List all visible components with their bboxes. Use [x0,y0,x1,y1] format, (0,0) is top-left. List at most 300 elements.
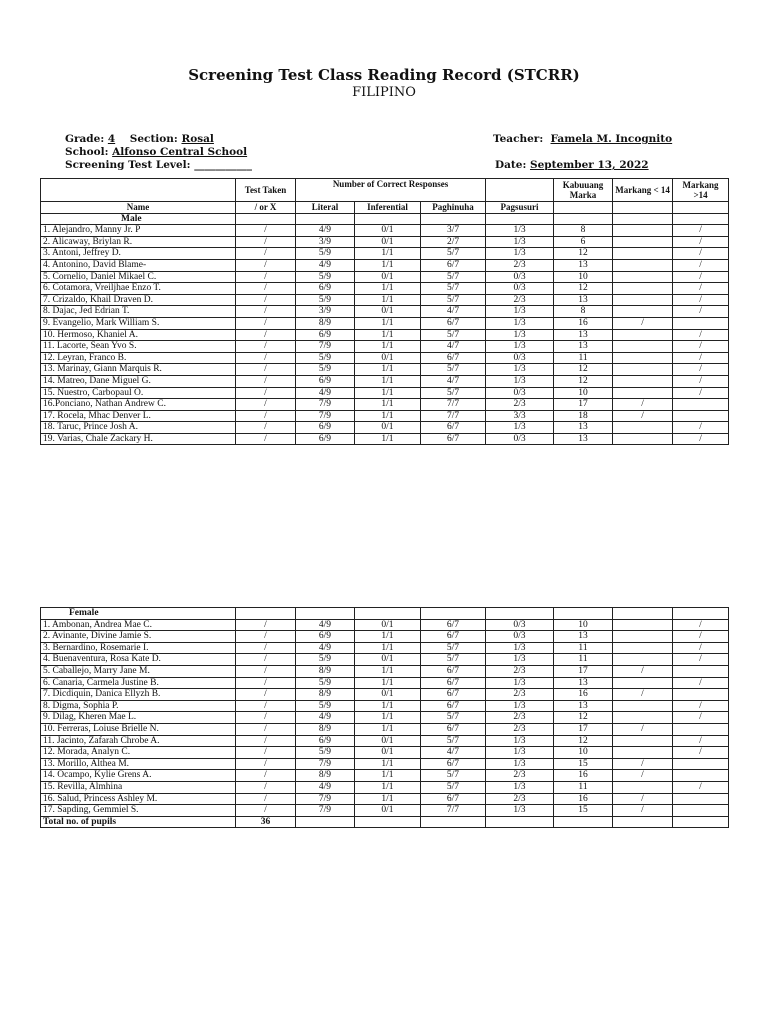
total-label: Total no. of pupils [41,816,236,828]
cell-paghinuha: 5/7 [421,329,486,341]
table-row [41,317,729,329]
page-title: Screening Test Class Reading Record (STCRR) [188,66,580,84]
table-row [41,329,729,341]
cell-inferential: 0/1 [355,225,421,237]
cell-test-taken: / [236,329,296,341]
cell-paghinuha: 5/7 [421,642,486,654]
cell-inferential: 0/1 [355,805,421,817]
cell-literal: 8/9 [296,665,355,677]
cell-test-taken: / [236,341,296,353]
cell-markang-gt14: / [673,236,729,248]
header-slash-x: / or X [236,202,296,214]
cell-inferential: 1/1 [355,364,421,376]
cell-inferential: 1/1 [355,723,421,735]
blank-cell [673,608,729,620]
cell-name: 14. Ocampo, Kylie Grens A. [41,770,236,782]
table-row [41,793,729,805]
cell-name: 12. Leyran, Franco B. [41,352,236,364]
cell-markang-lt14: / [613,399,673,411]
cell-pagsusuri: 0/3 [486,619,554,631]
cell-kabuuang: 8 [554,225,613,237]
cell-pagsusuri: 2/3 [486,770,554,782]
cell-literal: 7/9 [296,805,355,817]
cell-inferential: 1/1 [355,294,421,306]
header-name: Name [41,202,236,214]
cell-name: 16. Salud, Princess Ashley M. [41,793,236,805]
blank-cell [236,213,296,225]
cell-name: 16.Ponciano, Nathan Andrew C. [41,399,236,411]
cell-literal: 7/9 [296,399,355,411]
cell-markang-gt14 [673,399,729,411]
cell-pagsusuri: 1/3 [486,329,554,341]
cell-test-taken: / [236,712,296,724]
cell-pagsusuri: 1/3 [486,375,554,387]
cell-name: 9. Dilag, Kheren Mae L. [41,712,236,724]
cell-literal: 4/9 [296,387,355,399]
cell-literal: 3/9 [296,236,355,248]
cell-paghinuha: 5/7 [421,283,486,295]
table-row [41,619,729,631]
section-label: Section: [129,133,178,145]
cell-markang-lt14 [613,712,673,724]
cell-literal: 6/9 [296,631,355,643]
cell-markang-lt14 [613,433,673,445]
cell-name: 10. Ferreras, Loiuse Brielle N. [41,723,236,735]
cell-name: 8. Dajac, Jed Edrian T. [41,306,236,318]
header-markang-gt14: Markang >14 [673,179,729,202]
cell-literal: 5/9 [296,747,355,759]
header-row-2 [41,202,729,214]
male-table [40,178,729,445]
cell-literal: 5/9 [296,352,355,364]
cell-paghinuha: 5/7 [421,294,486,306]
header-markang-lt14: Markang < 14 [613,179,673,202]
cell-markang-gt14: / [673,422,729,434]
cell-literal: 6/9 [296,283,355,295]
cell-name: 10. Hermoso, Khaniel A. [41,329,236,341]
cell-paghinuha: 7/7 [421,399,486,411]
cell-markang-gt14: / [673,619,729,631]
header-kabuuang: Kabuuang Marka [554,179,613,202]
cell-literal: 3/9 [296,306,355,318]
cell-markang-gt14: / [673,364,729,376]
cell-test-taken: / [236,723,296,735]
cell-kabuuang: 10 [554,747,613,759]
cell-kabuuang: 12 [554,283,613,295]
cell-test-taken: / [236,677,296,689]
cell-pagsusuri: 1/3 [486,735,554,747]
cell-markang-lt14 [613,700,673,712]
cell-test-taken: / [236,781,296,793]
cell-markang-gt14 [673,410,729,422]
cell-kabuuang: 17 [554,723,613,735]
cell-inferential: 0/1 [355,271,421,283]
cell-paghinuha: 5/7 [421,654,486,666]
cell-pagsusuri: 1/3 [486,677,554,689]
table-row [41,387,729,399]
cell-name: 15. Revilla, Almhina [41,781,236,793]
cell-test-taken: / [236,654,296,666]
cell-markang-gt14: / [673,735,729,747]
cell-pagsusuri: 2/3 [486,665,554,677]
cell-markang-lt14: / [613,665,673,677]
cell-pagsusuri: 1/3 [486,248,554,260]
cell-test-taken: / [236,410,296,422]
blank-cell [554,213,613,225]
cell-inferential: 1/1 [355,341,421,353]
cell-name: 19. Varias, Chale Zackary H. [41,433,236,445]
cell-pagsusuri: 2/3 [486,712,554,724]
cell-markang-lt14: / [613,793,673,805]
blank-cell [421,816,486,828]
cell-literal: 5/9 [296,700,355,712]
blank-cell [486,213,554,225]
cell-kabuuang: 16 [554,770,613,782]
cell-test-taken: / [236,689,296,701]
cell-pagsusuri: 1/3 [486,341,554,353]
cell-kabuuang: 11 [554,642,613,654]
cell-markang-gt14: / [673,352,729,364]
blank-cell [296,608,355,620]
cell-markang-lt14 [613,271,673,283]
cell-markang-lt14: / [613,689,673,701]
cell-paghinuha: 5/7 [421,248,486,260]
cell-pagsusuri: 2/3 [486,723,554,735]
blank-cell [554,816,613,828]
cell-paghinuha: 6/7 [421,433,486,445]
cell-pagsusuri: 1/3 [486,225,554,237]
cell-name: 13. Marinay, Giann Marquis R. [41,364,236,376]
cell-inferential: 1/1 [355,665,421,677]
cell-name: 9. Evangelio, Mark William S. [41,317,236,329]
date-line [495,159,649,171]
cell-pagsusuri: 0/3 [486,283,554,295]
cell-test-taken: / [236,364,296,376]
cell-inferential: 1/1 [355,793,421,805]
cell-inferential: 0/1 [355,422,421,434]
table-row [41,758,729,770]
cell-name: 11. Lacorte, Sean Yvo S. [41,341,236,353]
cell-kabuuang: 8 [554,306,613,318]
cell-kabuuang: 10 [554,387,613,399]
cell-name: 7. Dicdiquin, Danica Ellyzh B. [41,689,236,701]
cell-name: 17. Rocela, Mhac Denver L. [41,410,236,422]
table-row [41,399,729,411]
cell-pagsusuri: 1/3 [486,306,554,318]
school-line [65,146,247,158]
cell-markang-lt14: / [613,805,673,817]
blank-cell [355,213,421,225]
cell-paghinuha: 5/7 [421,364,486,376]
table-row [41,294,729,306]
cell-literal: 5/9 [296,271,355,283]
cell-literal: 7/9 [296,341,355,353]
cell-kabuuang: 17 [554,399,613,411]
cell-pagsusuri: 1/3 [486,781,554,793]
cell-test-taken: / [236,271,296,283]
cell-kabuuang: 16 [554,317,613,329]
cell-paghinuha: 3/7 [421,225,486,237]
cell-test-taken: / [236,294,296,306]
blank-cell [355,608,421,620]
cell-kabuuang: 17 [554,665,613,677]
grade-label: Grade: [65,133,105,145]
cell-literal: 5/9 [296,294,355,306]
cell-markang-lt14 [613,364,673,376]
cell-kabuuang: 13 [554,700,613,712]
cell-markang-gt14: / [673,248,729,260]
cell-literal: 6/9 [296,422,355,434]
cell-name: 4. Buenaventura, Rosa Kate D. [41,654,236,666]
cell-kabuuang: 11 [554,352,613,364]
cell-name: 15. Nuestro, Carbopaul O. [41,387,236,399]
cell-markang-lt14: / [613,410,673,422]
cell-markang-lt14 [613,422,673,434]
cell-test-taken: / [236,735,296,747]
header-inferential: Inferential [355,202,421,214]
blank-header [486,179,554,202]
cell-paghinuha: 5/7 [421,387,486,399]
cell-test-taken: / [236,317,296,329]
table-row [41,781,729,793]
cell-markang-lt14: / [613,317,673,329]
cell-markang-gt14 [673,723,729,735]
cell-kabuuang: 6 [554,236,613,248]
cell-name: 1. Alejandro, Manny Jr. P [41,225,236,237]
cell-inferential: 1/1 [355,399,421,411]
cell-markang-gt14 [673,758,729,770]
cell-pagsusuri: 0/3 [486,352,554,364]
cell-markang-gt14: / [673,700,729,712]
cell-inferential: 1/1 [355,631,421,643]
cell-inferential: 1/1 [355,781,421,793]
cell-markang-lt14 [613,735,673,747]
section-label: Male [41,213,236,225]
cell-markang-gt14: / [673,375,729,387]
cell-test-taken: / [236,306,296,318]
cell-paghinuha: 4/7 [421,341,486,353]
cell-test-taken: / [236,642,296,654]
blank-cell [673,213,729,225]
cell-pagsusuri: 1/3 [486,364,554,376]
blank-cell [613,202,673,214]
table-row [41,341,729,353]
female-table [40,607,729,828]
cell-markang-gt14: / [673,283,729,295]
cell-name: 5. Caballejo, Marry Jane M. [41,665,236,677]
cell-inferential: 1/1 [355,433,421,445]
cell-pagsusuri: 1/3 [486,747,554,759]
cell-markang-lt14 [613,631,673,643]
blank-cell [554,202,613,214]
cell-markang-lt14: / [613,723,673,735]
cell-paghinuha: 6/7 [421,619,486,631]
table-row [41,654,729,666]
blank-cell [554,608,613,620]
cell-inferential: 1/1 [355,770,421,782]
cell-kabuuang: 10 [554,619,613,631]
cell-literal: 6/9 [296,329,355,341]
table-row [41,677,729,689]
table-row [41,642,729,654]
cell-inferential: 1/1 [355,387,421,399]
cell-literal: 8/9 [296,317,355,329]
cell-markang-lt14 [613,642,673,654]
cell-pagsusuri: 2/3 [486,399,554,411]
table-row [41,735,729,747]
cell-paghinuha: 2/7 [421,236,486,248]
cell-test-taken: / [236,387,296,399]
cell-markang-lt14 [613,294,673,306]
cell-paghinuha: 4/7 [421,747,486,759]
cell-markang-gt14: / [673,712,729,724]
cell-paghinuha: 7/7 [421,805,486,817]
cell-kabuuang: 10 [554,271,613,283]
cell-paghinuha: 6/7 [421,665,486,677]
cell-name: 7. Crizaldo, Khail Draven D. [41,294,236,306]
cell-paghinuha: 6/7 [421,689,486,701]
cell-pagsusuri: 1/3 [486,317,554,329]
cell-markang-lt14 [613,375,673,387]
cell-test-taken: / [236,248,296,260]
cell-test-taken: / [236,770,296,782]
cell-markang-lt14 [613,654,673,666]
table-row [41,271,729,283]
cell-markang-gt14 [673,793,729,805]
cell-inferential: 1/1 [355,248,421,260]
teacher-line [493,133,672,145]
cell-literal: 5/9 [296,248,355,260]
cell-name: 6. Canaria, Carmela Justine B. [41,677,236,689]
cell-name: 11. Jacinto, Zafarah Chrobe A. [41,735,236,747]
cell-test-taken: / [236,433,296,445]
table-row [41,805,729,817]
teacher-label: Teacher: [493,133,544,145]
cell-literal: 7/9 [296,410,355,422]
cell-literal: 4/9 [296,642,355,654]
cell-paghinuha: 5/7 [421,712,486,724]
cell-name: 4. Antonino, David Blame- [41,259,236,271]
cell-name: 2. Alicaway, Briylan R. [41,236,236,248]
table-row [41,723,729,735]
cell-markang-gt14 [673,317,729,329]
cell-markang-gt14: / [673,747,729,759]
teacher-value: Famela M. Incognito [550,133,673,145]
table-row [41,433,729,445]
cell-markang-lt14 [613,677,673,689]
cell-name: 5. Cornelio, Daniel Mikael C. [41,271,236,283]
table-row [41,665,729,677]
cell-markang-gt14: / [673,306,729,318]
cell-paghinuha: 5/7 [421,271,486,283]
cell-kabuuang: 15 [554,805,613,817]
table-row [41,225,729,237]
cell-kabuuang: 16 [554,793,613,805]
cell-kabuuang: 13 [554,677,613,689]
cell-name: 3. Bernardino, Rosemarie I. [41,642,236,654]
cell-paghinuha: 5/7 [421,735,486,747]
header-literal: Literal [296,202,355,214]
cell-literal: 4/9 [296,781,355,793]
blank-header [41,179,236,202]
cell-markang-gt14: / [673,781,729,793]
cell-markang-gt14 [673,689,729,701]
cell-markang-lt14 [613,387,673,399]
cell-pagsusuri: 1/3 [486,642,554,654]
cell-paghinuha: 6/7 [421,422,486,434]
cell-markang-lt14: / [613,758,673,770]
table-row [41,422,729,434]
table-row [41,712,729,724]
cell-test-taken: / [236,352,296,364]
cell-pagsusuri: 1/3 [486,422,554,434]
cell-inferential: 1/1 [355,712,421,724]
cell-pagsusuri: 1/3 [486,654,554,666]
cell-literal: 4/9 [296,225,355,237]
blank-cell [613,608,673,620]
blank-cell [296,816,355,828]
grade-section [65,133,214,145]
table-row [41,352,729,364]
cell-inferential: 1/1 [355,700,421,712]
cell-markang-gt14: / [673,225,729,237]
cell-pagsusuri: 1/3 [486,805,554,817]
cell-kabuuang: 13 [554,294,613,306]
cell-literal: 5/9 [296,364,355,376]
cell-kabuuang: 12 [554,364,613,376]
cell-inferential: 0/1 [355,654,421,666]
cell-kabuuang: 15 [554,758,613,770]
total-value: 36 [236,816,296,828]
cell-literal: 8/9 [296,770,355,782]
cell-literal: 8/9 [296,689,355,701]
blank-cell [673,202,729,214]
cell-name: 13. Morillo, Althea M. [41,758,236,770]
cell-markang-lt14 [613,248,673,260]
cell-kabuuang: 13 [554,422,613,434]
cell-markang-lt14 [613,236,673,248]
date-label: Date: [495,159,527,171]
cell-markang-lt14 [613,306,673,318]
cell-inferential: 1/1 [355,283,421,295]
blank-cell [613,213,673,225]
cell-literal: 5/9 [296,677,355,689]
blank-cell [355,816,421,828]
cell-markang-lt14 [613,619,673,631]
cell-kabuuang: 12 [554,248,613,260]
school-value: Alfonso Central School [112,146,248,158]
cell-inferential: 0/1 [355,352,421,364]
cell-markang-lt14 [613,747,673,759]
table-row [41,410,729,422]
cell-inferential: 0/1 [355,689,421,701]
cell-test-taken: / [236,665,296,677]
cell-pagsusuri: 0/3 [486,387,554,399]
total-row [41,816,729,828]
subject-title: FILIPINO [352,85,416,100]
cell-test-taken: / [236,793,296,805]
header-test-taken: Test Taken [236,179,296,202]
cell-pagsusuri: 2/3 [486,689,554,701]
cell-pagsusuri: 2/3 [486,793,554,805]
cell-paghinuha: 6/7 [421,631,486,643]
cell-pagsusuri: 0/3 [486,631,554,643]
blank-cell [673,816,729,828]
cell-paghinuha: 7/7 [421,410,486,422]
cell-markang-lt14 [613,781,673,793]
cell-markang-gt14: / [673,631,729,643]
blank-cell [421,213,486,225]
